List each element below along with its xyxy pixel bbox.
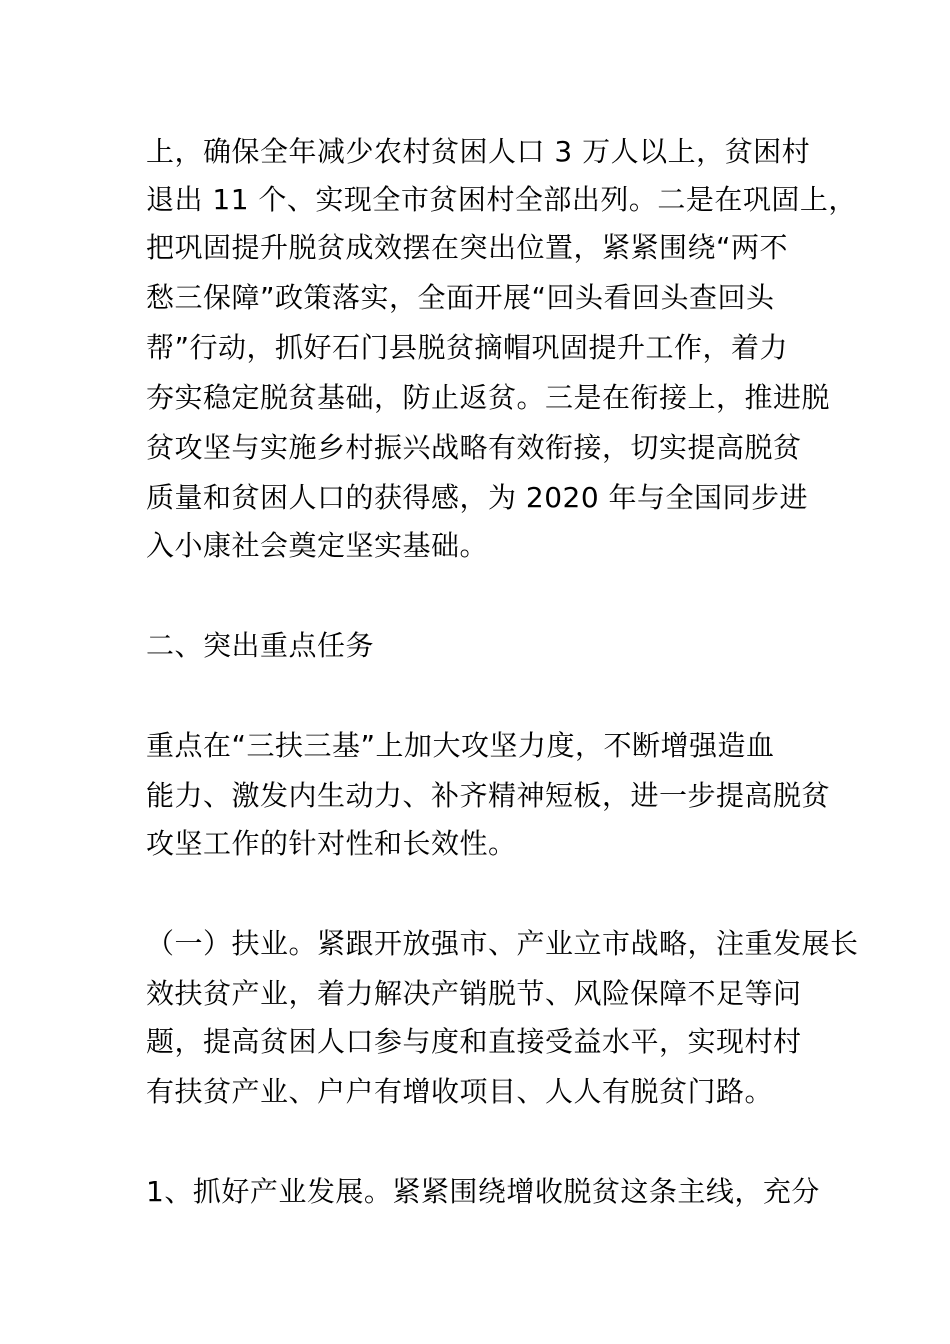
text-line: 夯实稳定脱贫基础，防止返贫。三是在衔接上，推进脱: [146, 381, 831, 414]
text-line: （一）扶业。紧跟开放强市、产业立市战略，注重发展长: [146, 927, 859, 960]
text-line: 质量和贫困人口的获得感，为 2020 年与全国同步进: [146, 481, 809, 514]
text-line: 把巩固提升脱贫成效摆在突出位置，紧紧围绕“两不: [146, 231, 789, 264]
text-line: 题，提高贫困人口参与度和直接受益水平，实现村村: [146, 1025, 802, 1058]
text-line: 退出 11 个、实现全市贫困村全部出列。二是在巩固上，: [146, 183, 857, 216]
text-line: 能力、激发内生动力、补齐精神短板，进一步提高脱贫: [146, 779, 831, 812]
text-line: 1、抓好产业发展。紧紧围绕增收脱贫这条主线，充分: [146, 1175, 820, 1208]
text-line: 效扶贫产业，着力解决产销脱节、风险保障不足等问: [146, 977, 802, 1010]
text-line: 愁三保障”政策落实，全面开展“回头看回头查回头: [146, 281, 775, 314]
text-line: 上，确保全年减少农村贫困人口 3 万人以上，贫困村: [146, 135, 811, 168]
heading-line: 二、突出重点任务: [146, 629, 375, 662]
text-line: 攻坚工作的针对性和长效性。: [146, 827, 517, 860]
text-line: 重点在“三扶三基”上加大攻坚力度，不断增强造血: [146, 729, 775, 762]
text-line: 有扶贫产业、户户有增收项目、人人有脱贫门路。: [146, 1075, 774, 1108]
text-line: 入小康社会奠定坚实基础。: [146, 529, 489, 562]
text-line: 贫攻坚与实施乡村振兴战略有效衔接，切实提高脱贫: [146, 431, 802, 464]
text-line: 帮”行动，抓好石门县脱贫摘帽巩固提升工作，着力: [146, 331, 789, 364]
